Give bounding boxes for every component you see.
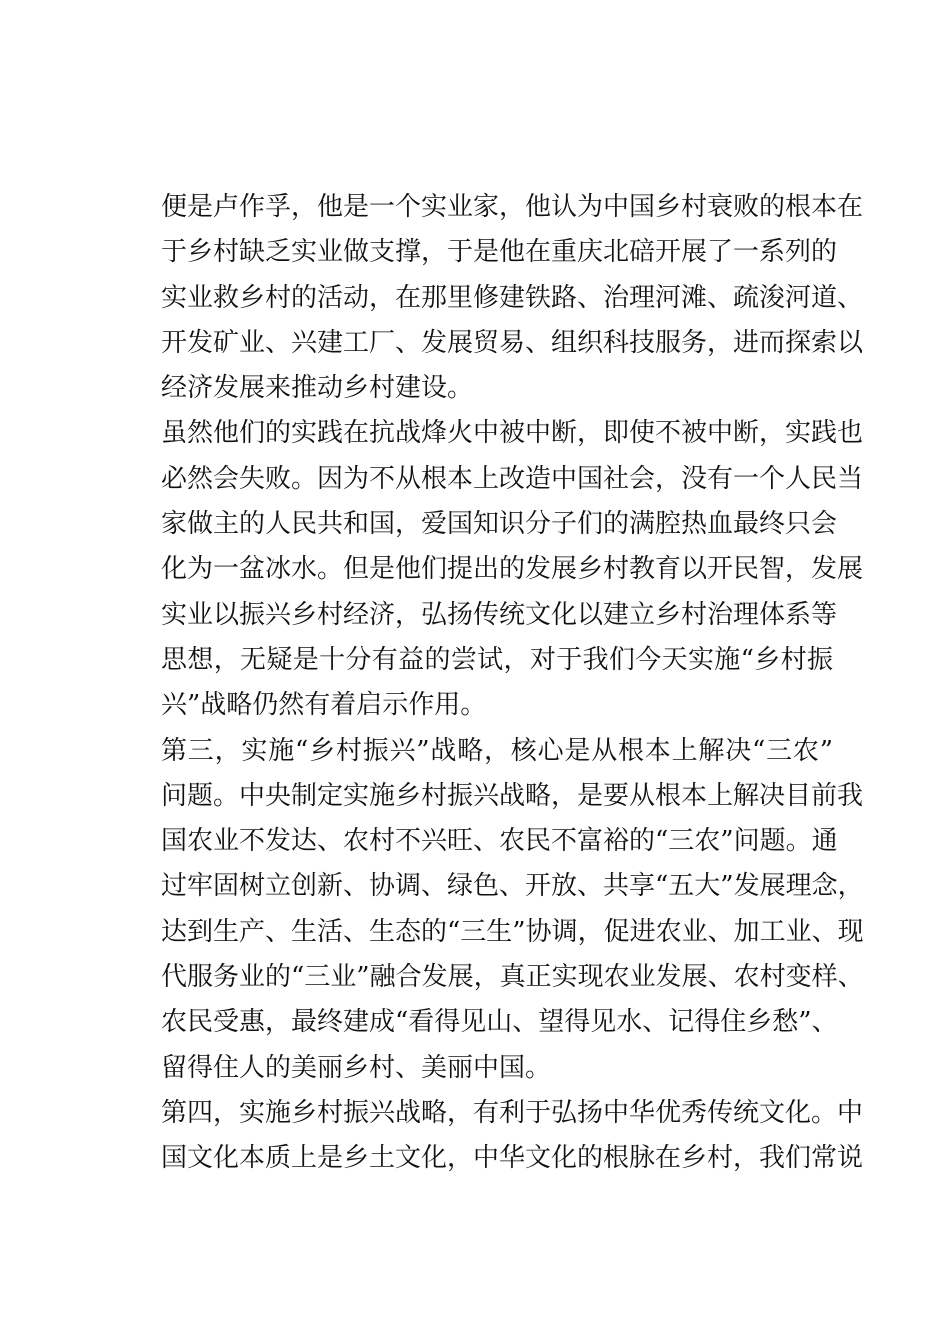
body-text bbox=[161, 185, 864, 1182]
text-line: 农民受惠，最终建成“看得见山、望得见水、记得住乡愁”、 bbox=[161, 1007, 838, 1038]
text-line: 留得住人的美丽乡村、美丽中国。 bbox=[161, 1052, 552, 1083]
text-line: 实业以振兴乡村经济，弘扬传统文化以建立乡村治理体系等 bbox=[161, 599, 838, 630]
text-line: 代服务业的“三业”融合发展，真正实现农业发展、农村变样、 bbox=[161, 962, 864, 993]
text-line: 第三，实施“乡村振兴”战略，核心是从根本上解决“三农” bbox=[161, 735, 833, 766]
text-line: 思想，无疑是十分有益的尝试，对于我们今天实施“乡村振 bbox=[161, 644, 833, 675]
text-line: 实业救乡村的活动，在那里修建铁路、治理河滩、疏浚河道、 bbox=[161, 282, 864, 313]
text-line: 化为一盆冰水。但是他们提出的发展乡村教育以开民智，发展 bbox=[161, 554, 864, 585]
text-line: 于乡村缺乏实业做支撑，于是他在重庆北碚开展了一系列的 bbox=[161, 237, 838, 268]
text-line: 达到生产、生活、生态的“三生”协调，促进农业、加工业、现 bbox=[161, 916, 864, 947]
text-line: 第四，实施乡村振兴战略，有利于弘扬中华优秀传统文化。中 bbox=[161, 1097, 864, 1128]
text-line: 便是卢作孚，他是一个实业家，他认为中国乡村衰败的根本在 bbox=[161, 192, 864, 222]
text-line: 兴”战略仍然有着启示作用。 bbox=[161, 690, 487, 721]
text-line: 虽然他们的实践在抗战烽火中被中断，即使不被中断，实践也 bbox=[161, 418, 864, 449]
text-line: 家做主的人民共和国，爱国知识分子们的满腔热血最终只会 bbox=[161, 509, 838, 540]
text-line: 经济发展来推动乡村建设。 bbox=[161, 373, 474, 404]
text-line: 过牢固树立创新、协调、绿色、开放、共享“五大”发展理念， bbox=[161, 871, 864, 902]
text-line: 国农业不发达、农村不兴旺、农民不富裕的“三农”问题。通 bbox=[161, 826, 838, 857]
text-line: 必然会失败。因为不从根本上改造中国社会，没有一个人民当 bbox=[161, 463, 864, 494]
text-line: 问题。中央制定实施乡村振兴战略，是要从根本上解决目前我 bbox=[161, 780, 864, 811]
text-line: 开发矿业、兴建工厂、发展贸易、组织科技服务，进而探索以 bbox=[161, 327, 864, 358]
text-line: 国文化本质上是乡土文化，中华文化的根脉在乡村，我们常说 bbox=[161, 1143, 864, 1174]
